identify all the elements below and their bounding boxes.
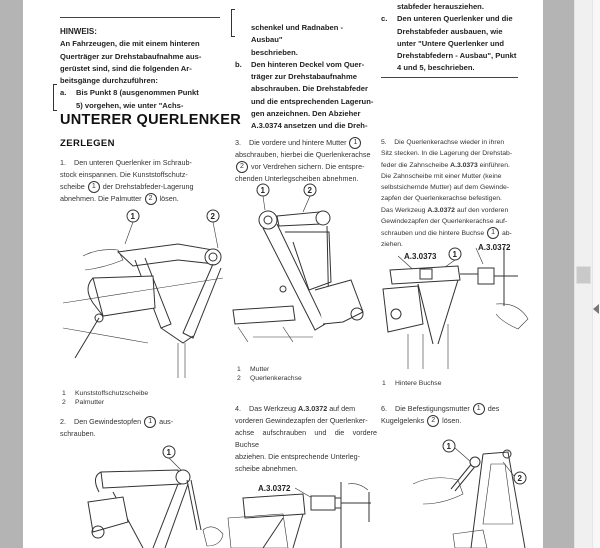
notice-item-a-cont	[235, 22, 375, 59]
step-text: schrauben und die hintere Buchse	[381, 230, 485, 238]
legend-number: 1	[382, 380, 386, 387]
legend-text: Hintere Buchse	[395, 380, 442, 387]
step-text: lösen.	[159, 194, 179, 204]
vertical-scrollbar[interactable]	[574, 0, 592, 548]
notice-intro-line: beitsgänge durchzuführen:	[60, 76, 158, 86]
legend-item	[237, 374, 302, 383]
tool-label: A.3.0373	[404, 252, 437, 261]
tool-label: A.3.0372	[478, 243, 511, 252]
legend-item	[62, 389, 148, 398]
step-text: der Drehstabfeder-Lagerung	[102, 182, 194, 192]
step-text: selbstsichernde Mutter) auf dem Gewinde-	[381, 184, 510, 192]
step-text: Die Befestigungsmutter	[395, 404, 470, 413]
illustration-step-1	[63, 208, 223, 378]
step-text: ab-	[501, 230, 512, 238]
legend-number: 2	[62, 399, 66, 406]
callout-label: 1	[260, 186, 265, 195]
illustration-step-4	[223, 478, 378, 548]
notice-item-b-label: b.	[235, 59, 242, 69]
notice-item-c-line: Drehstabfedern - Ausbau", Punkt	[397, 51, 517, 61]
step-text: abschrauben, hierbei die Querlenkerachse	[235, 150, 371, 160]
notice-item-b-cont: stabfeder herausziehen.	[397, 2, 484, 11]
section-subtitle: ZERLEGEN	[60, 138, 115, 149]
illustration-step-6	[403, 434, 543, 548]
step-text: scheibe abnehmen.	[235, 464, 298, 474]
step-text: achse aufschrauben und die vordere Buchse	[235, 428, 377, 450]
step-number: 3.	[235, 138, 241, 147]
legend-text: Kunststoffschutzscheibe	[75, 390, 149, 397]
top-rule-left	[60, 17, 220, 18]
step-text: scheibe	[60, 182, 85, 192]
step-number: 2.	[60, 417, 66, 426]
notice-item-a	[60, 87, 222, 112]
step-text: Das Werkzeug	[249, 404, 297, 413]
notice-column-2	[235, 22, 375, 133]
notice-item-a-line: schenkel und Radnaben - Ausbau"	[251, 23, 343, 45]
step-text: vor Verdrehen sichern. Die entspre-	[251, 162, 365, 172]
step-text: schrauben.	[60, 429, 96, 439]
callout-label: 1	[452, 250, 457, 259]
step-text: feder die Zahnscheibe	[381, 161, 449, 169]
callout-badge: 1	[487, 227, 499, 239]
step-text: Den Gewindestopfen	[74, 417, 142, 426]
callout-label: 1	[130, 212, 135, 221]
notice-item-c-label: c.	[381, 14, 388, 24]
step-text: Gewindezapfen der Querlenkerachse auf-	[381, 218, 508, 226]
step-text: abnehmen. Die Palmutter	[60, 194, 142, 204]
step-text: Die vordere und hintere Mutter	[249, 138, 347, 147]
step-3-legend	[237, 365, 302, 383]
illustration-step-2	[83, 442, 233, 548]
side-panel-edge	[592, 0, 600, 548]
callout-badge: 1	[349, 137, 361, 149]
notice-column-3	[381, 1, 521, 75]
top-rule-right	[381, 77, 518, 78]
step-number: 4.	[235, 404, 241, 413]
tool-reference: A.3.0372	[427, 206, 455, 214]
callout-badge: 2	[236, 161, 248, 173]
legend-text: Mutter	[250, 366, 270, 373]
step-text: Das Werkzeug	[381, 206, 426, 214]
legend-item	[382, 379, 441, 388]
notice-heading: HINWEIS:	[60, 27, 97, 36]
step-3-text	[235, 137, 377, 185]
callout-label: 1	[446, 442, 451, 451]
notice-item-a-line: beschrieben.	[251, 47, 298, 57]
step-text: des	[487, 404, 500, 413]
viewer-right-gutter	[543, 0, 574, 548]
step-text: vorderen Gewindezapfen der Querlenker-	[235, 416, 368, 426]
step-5-legend	[382, 379, 441, 388]
step-text: Den unteren Querlenker im Schraub-	[74, 158, 192, 167]
step-text: lösen.	[442, 416, 462, 426]
notice-column-1	[60, 26, 222, 112]
notice-item-b-line: Den hinteren Deckel vom Quer-	[251, 59, 365, 69]
bracket-mark	[53, 84, 57, 111]
step-text: Die Zahnscheibe mit einer Mutter (keine	[381, 172, 502, 180]
notice-item-b	[235, 59, 375, 133]
step-text: abziehen. Die entsprechende Unterleg-	[235, 452, 361, 462]
step-text: auf dem	[329, 404, 356, 413]
legend-item	[237, 365, 302, 374]
notice-item-a-label: a.	[60, 88, 67, 98]
callout-badge: 1	[88, 181, 100, 193]
step-4-text	[235, 403, 377, 476]
notice-intro-line: Querträger zur Drehstabaufnahme aus-	[60, 51, 202, 61]
notice-intro-line: gerüstet sind, sind die folgenden Ar-	[60, 63, 192, 73]
step-text: auf den vorderen	[456, 206, 509, 214]
step-5-text	[381, 137, 524, 251]
step-text: stock einspannen. Die Kunststoffschutz-	[60, 170, 188, 180]
illustration-step-5	[378, 244, 538, 369]
document-page	[23, 0, 543, 548]
tool-label: A.3.0372	[258, 484, 291, 493]
notice-item-c-line: 4 und 5, beschrieben.	[397, 63, 475, 73]
step-text: aus-	[159, 417, 174, 426]
section-title: UNTERER QUERLENKER	[60, 112, 242, 128]
tool-reference: A.3.0372	[298, 404, 328, 413]
tool-reference: A.3.0373	[450, 161, 478, 169]
notice-item-b-line: abschrauben. Die Drehstabfeder	[251, 84, 368, 94]
notice-item-b-line: träger zur Drehstabaufnahme	[251, 72, 357, 82]
callout-badge: 1	[473, 403, 485, 415]
callout-label: 2	[307, 186, 312, 195]
notice-item-c	[381, 13, 521, 74]
callout-label: 1	[166, 448, 171, 457]
step-1-legend	[62, 389, 148, 407]
step-1-text	[60, 157, 220, 205]
bracket-mark	[231, 9, 235, 37]
step-number: 5.	[381, 139, 387, 146]
callout-badge: 2	[145, 193, 157, 205]
step-text: zapfen der Querlenkerachse befestigen.	[381, 195, 502, 203]
legend-text: Querlenkerachse	[250, 375, 302, 382]
step-2-text	[60, 416, 220, 440]
step-text: ziehen.	[381, 241, 403, 249]
notice-item-c-line: Drehstabfeder ausbauen, wie	[397, 26, 503, 36]
notice-item-b-line: A.3.0374 ansetzen und die Dreh-	[251, 121, 368, 131]
callout-label: 2	[517, 474, 522, 483]
collapse-arrow-icon[interactable]	[593, 304, 599, 314]
legend-number: 2	[237, 375, 241, 382]
viewer-left-margin	[0, 0, 23, 548]
scrollbar-thumb[interactable]	[576, 266, 591, 284]
notice-item-b-line: gen anzeichnen. Den Abzieher	[251, 109, 361, 119]
legend-text: Palmutter	[75, 399, 105, 406]
step-text: Kugelgelenks	[381, 416, 425, 426]
notice-item-c-line: unter "Untere Querlenker und	[397, 38, 504, 48]
notice-item-a-line: 5) vorgehen, wie unter "Achs-	[76, 100, 184, 110]
callout-badge: 2	[427, 415, 439, 427]
notice-item-c-line: Den unteren Querlenker und die	[397, 14, 513, 24]
step-text: chenden Unterlegscheiben abnehmen.	[235, 174, 359, 184]
step-text: einführen.	[479, 161, 510, 169]
notice-item-b-line: und die entsprechenden Lagerun-	[251, 96, 374, 106]
legend-item	[62, 398, 148, 407]
step-number: 1.	[60, 158, 66, 167]
step-text: Die Querlenkerachse wieder in ihren	[394, 139, 505, 146]
step-number: 6.	[381, 404, 387, 413]
legend-number: 1	[237, 366, 241, 373]
illustration-step-3	[223, 182, 373, 342]
notice-intro-line: An Fahrzeugen, die mit einem hinteren	[60, 39, 200, 49]
callout-label: 2	[210, 212, 215, 221]
step-6-text	[381, 403, 524, 427]
step-text: Sitz stecken. In die Lagerung der Drehstab-	[381, 150, 513, 158]
legend-number: 1	[62, 390, 66, 397]
notice-item-a-line: Bis Punkt 8 (ausgenommen Punkt	[76, 88, 199, 98]
callout-badge: 1	[144, 416, 156, 428]
